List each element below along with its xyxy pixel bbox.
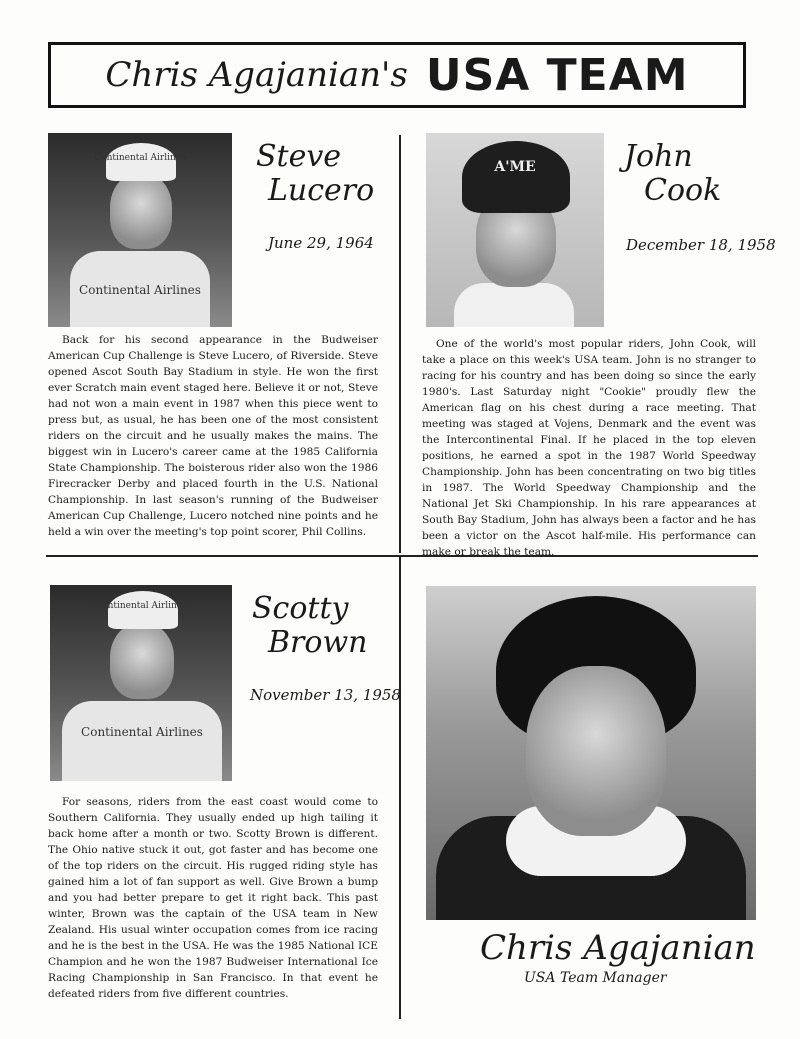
rider-date-brown: November 13, 1958 (250, 686, 401, 704)
rider-name-cook: John Cook (624, 139, 722, 208)
manager-title: USA Team Manager (524, 970, 667, 986)
rider-name-lucero: Steve Lucero (256, 139, 375, 208)
manager-photo (426, 586, 756, 920)
rider-name-brown: Scotty Brown (252, 591, 368, 660)
rider-date-cook: December 18, 1958 (626, 236, 776, 254)
rider-photo-cook: A'ME (426, 133, 604, 327)
divider-vertical-bottom (399, 557, 401, 1019)
title-banner (48, 42, 746, 108)
rider-photo-lucero: Continental Airlines Continental Airlines (48, 133, 232, 327)
title-script: Chris Agajanian's (105, 55, 408, 95)
title-bold: USA TEAM (425, 49, 689, 101)
divider-vertical-top (399, 135, 401, 553)
rider-date-lucero: June 29, 1964 (268, 234, 374, 252)
rider-bio-cook: One of the world's most popular riders, John Cook, will take a place on this week's USA team. John is no stranger to racing for his country and has been doing so since the early 1980's. Last Saturday night "Cookie" proudly flew the American flag on his chest during a race meeting. That meeting was staged at Vojens, Denmark and the event was the Intercontinental Final. If he placed in the top eleven positions, he earned a spot in the 1987 World Speedway Championship. John has been concentrating on two big titles in 1987. The World Speedway Championship and the National Jet Ski Championship. In his rare appearances at South Bay Stadium, John has always been a factor and he has been a victor on the Ascot half-mile. His performance can make or break the team. (422, 338, 756, 558)
manager-name: Chris Agajanian (480, 928, 756, 968)
rider-photo-brown: Continental Airlines Continental Airlines (50, 585, 232, 781)
rider-bio-brown: For seasons, riders from the east coast would come to Southern California. They usually ended up high tailing it back home after a month or two. Scotty Brown is different. The Ohio native stuck it out, got faster and has become one of the top riders on the circuit. His rugged riding style has gained him a lot of fan support as well. Give Brown a bump and you had better prepare to get it right back. This past winter, Brown was the captain of the USA team in New Zealand. His usual winter occupation comes from ice racing and he is the best in the USA. He was the 1985 National ICE Champion and he won the 1987 Budweiser International Ice Racing Championship in San Francisco. In that event he defeated riders from five different countries. (48, 796, 378, 1000)
rider-bio-lucero: Back for his second appearance in the Budweiser American Cup Challenge is Steve Lucero, of Riverside. Steve opened Ascot South Bay Stadium in style. He won the first ever Scratch main event staged here. Believe it or not, Steve had not won a main event in 1987 when this piece went to press but, as usual, he has been one of the most consistent riders on the circuit and he usually makes the mains. The biggest win in Lucero's career came at the 1985 California State Championship. The boisterous rider also won the 1986 Firecracker Derby and placed fourth in the U.S. National Championship. In last season's running of the Budweiser American Cup Challenge, Lucero notched nine points and he held a win over the meeting's top point scorer, Phil Collins. (48, 334, 378, 538)
